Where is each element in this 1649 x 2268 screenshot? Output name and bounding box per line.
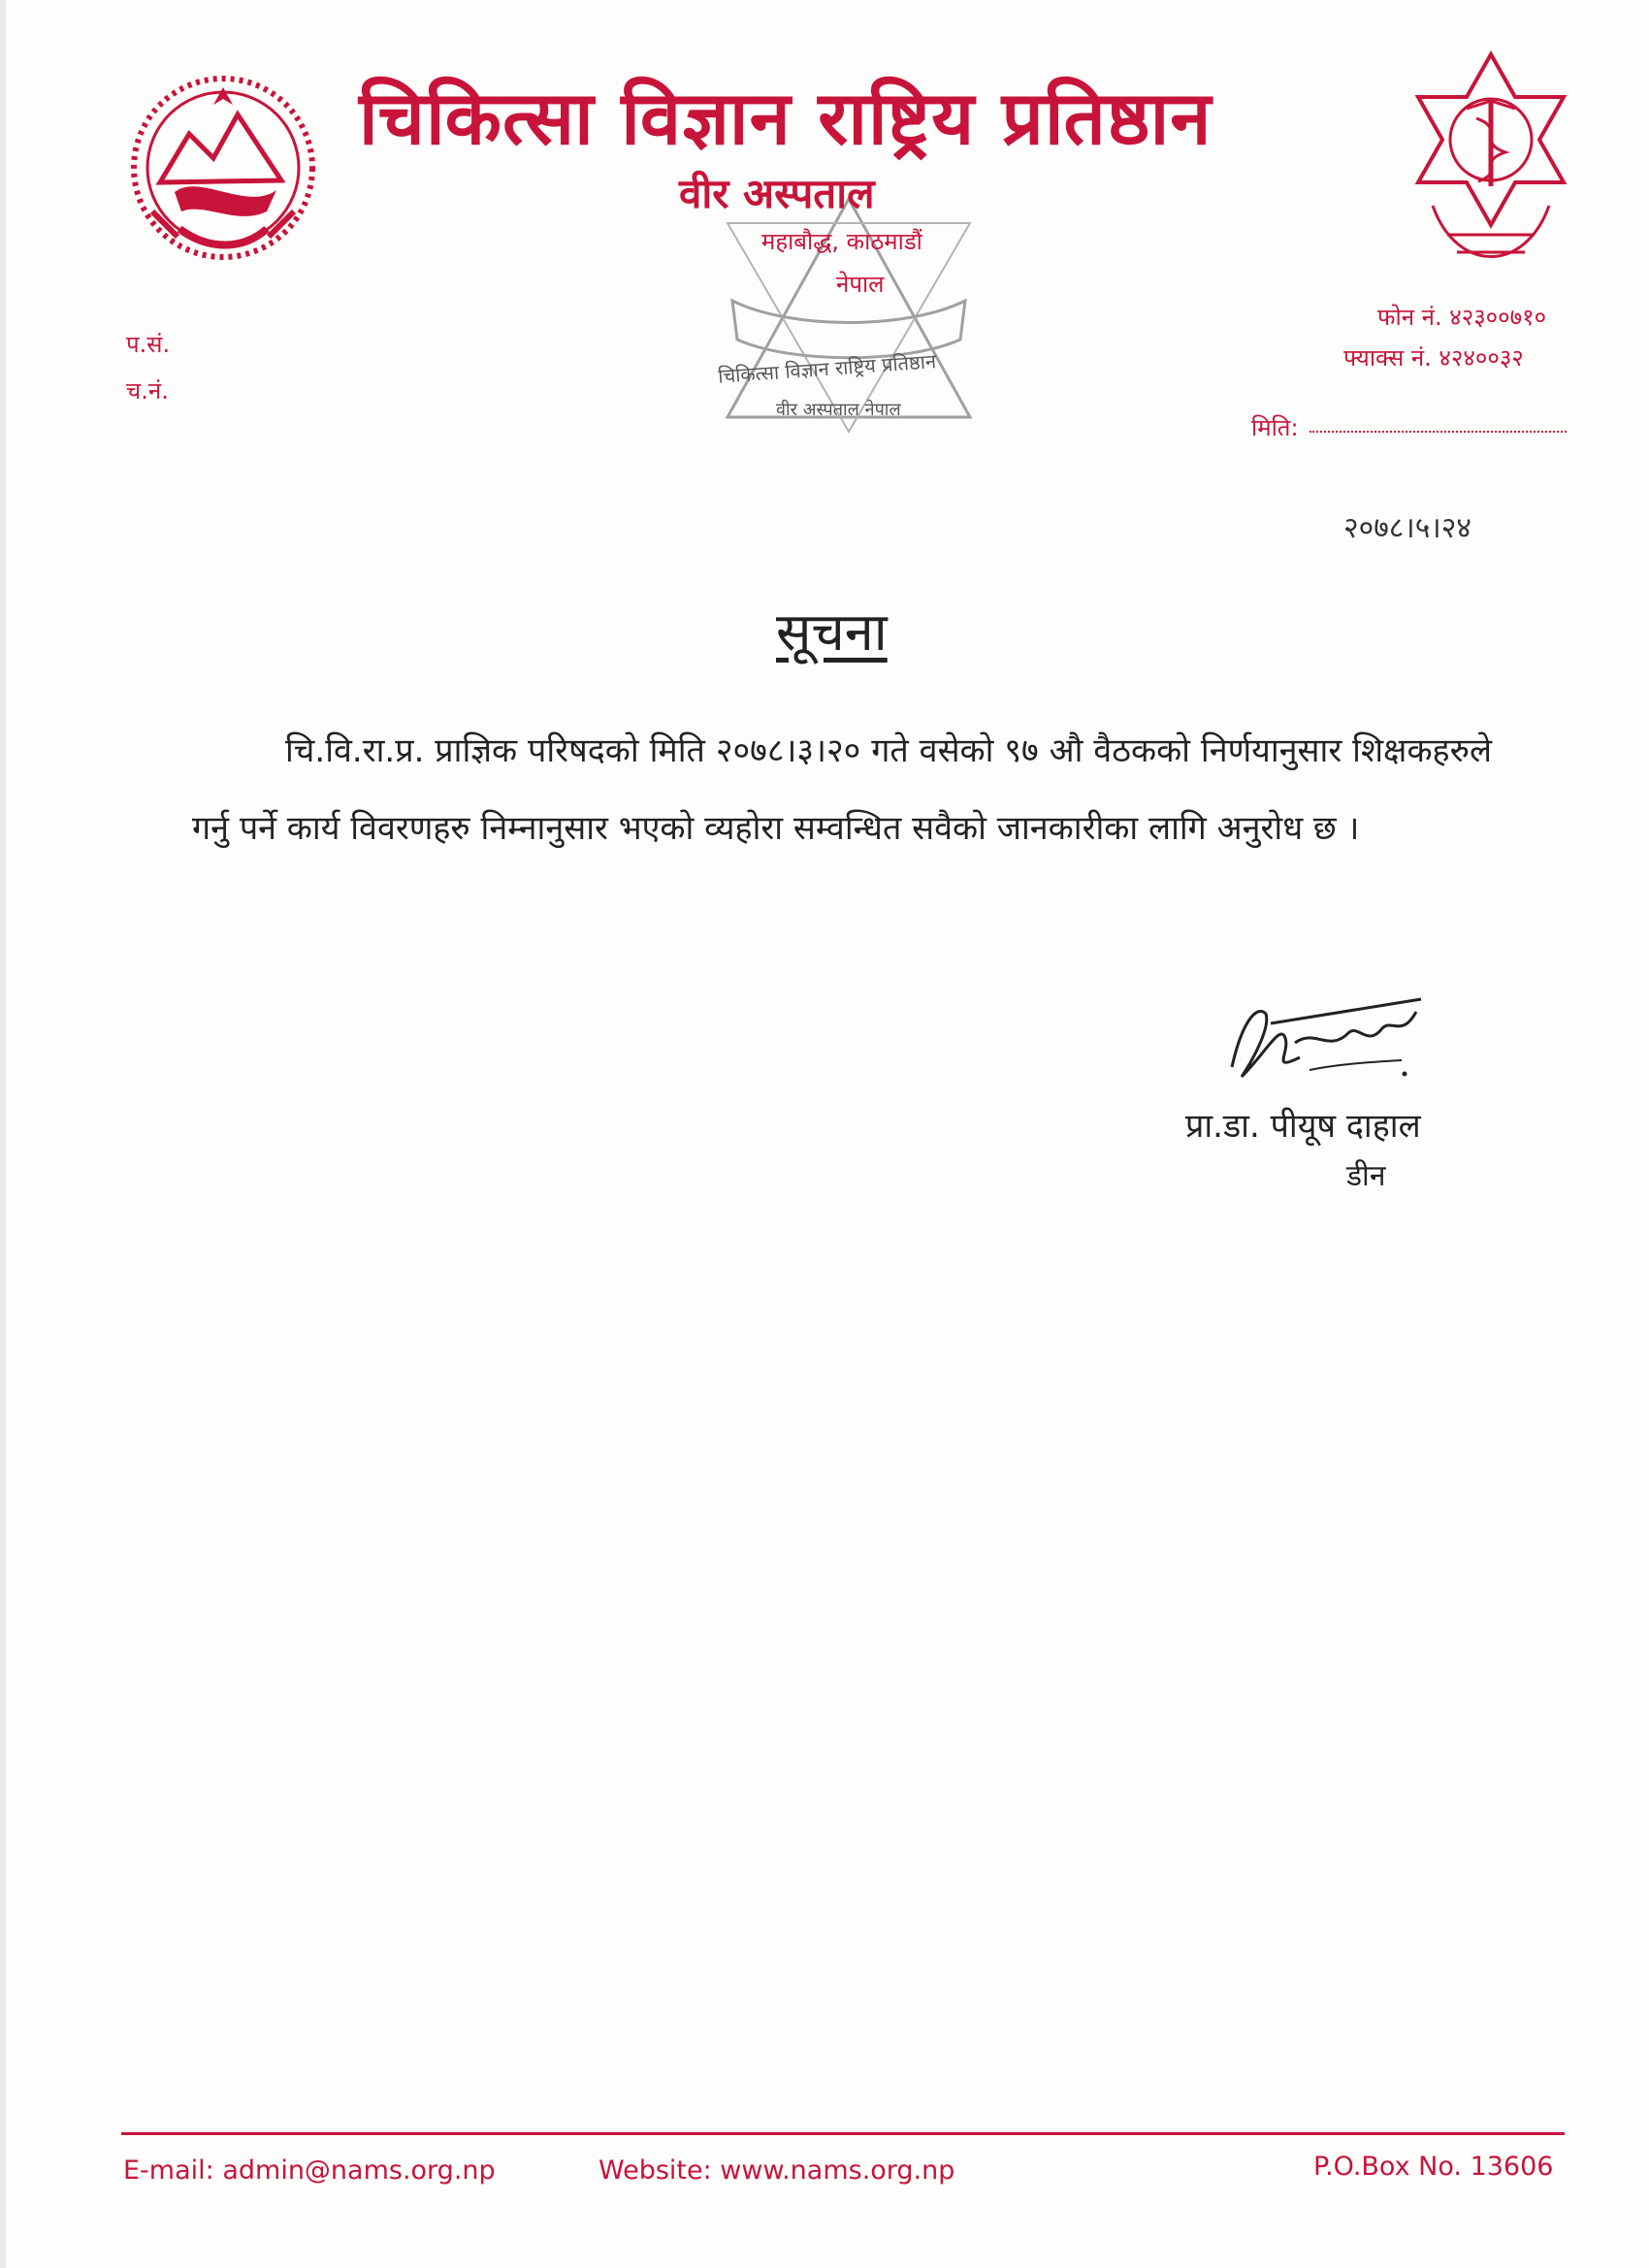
footer-divider: [121, 2132, 1565, 2135]
footer-email: E-mail: admin@nams.org.np: [123, 2155, 496, 2186]
stamp-text-line1: चिकित्सा विज्ञान राष्ट्रिय प्रतिष्ठान: [717, 349, 937, 388]
signature-image: [1212, 985, 1431, 1091]
page-scan-edge: [0, 0, 6, 2268]
signer-title: डीन: [1346, 1159, 1386, 1193]
phone-number: फोन नं. ४२३००७१०: [1377, 304, 1547, 331]
signer-name: प्रा.डा. पीयूष दाहाल: [1185, 1107, 1421, 1146]
notice-heading: सूचना: [776, 601, 888, 663]
stamp-text-line2: वीर अस्पताल नेपाल: [776, 400, 901, 420]
notice-body: चि.वि.रा.प्र. प्राज्ञिक परिषदको मिति २०७८।३।२० गते वसेको ९७ औ वैठकको निर्णयानुसार शिक्षकहरुले गर्नु पर्ने कार्य विवरणहरु निम्नानुसार भएको व्यहोरा सम्वन्धित सवैको जानकारीका लागि अनुरोध छ ।: [192, 731, 1492, 848]
date-label: मिति:: [1251, 414, 1299, 441]
nepal-emblem-icon: [121, 66, 325, 270]
footer-pobox: P.O.Box No. 13606: [1313, 2152, 1554, 2182]
institution-title: चिकित्सा विज्ञान राष्ट्रिय प्रतिष्ठान: [359, 75, 1212, 161]
dispatch-number-label: च.नं.: [126, 377, 169, 405]
fax-number: फ्याक्स नं. ४२४००३२: [1343, 344, 1524, 372]
document-date: २०७८।५।२४: [1343, 511, 1471, 545]
address: महाबौद्ध, काठमाडौं: [761, 228, 922, 255]
nams-star-emblem-icon: [1408, 50, 1573, 293]
reference-number-label: प.सं.: [126, 331, 171, 358]
country: नेपाल: [836, 271, 885, 298]
footer-website: Website: www.nams.org.np: [598, 2155, 955, 2186]
hospital-name: वीर अस्पताल: [679, 170, 875, 217]
date-field-line: [1310, 431, 1567, 433]
